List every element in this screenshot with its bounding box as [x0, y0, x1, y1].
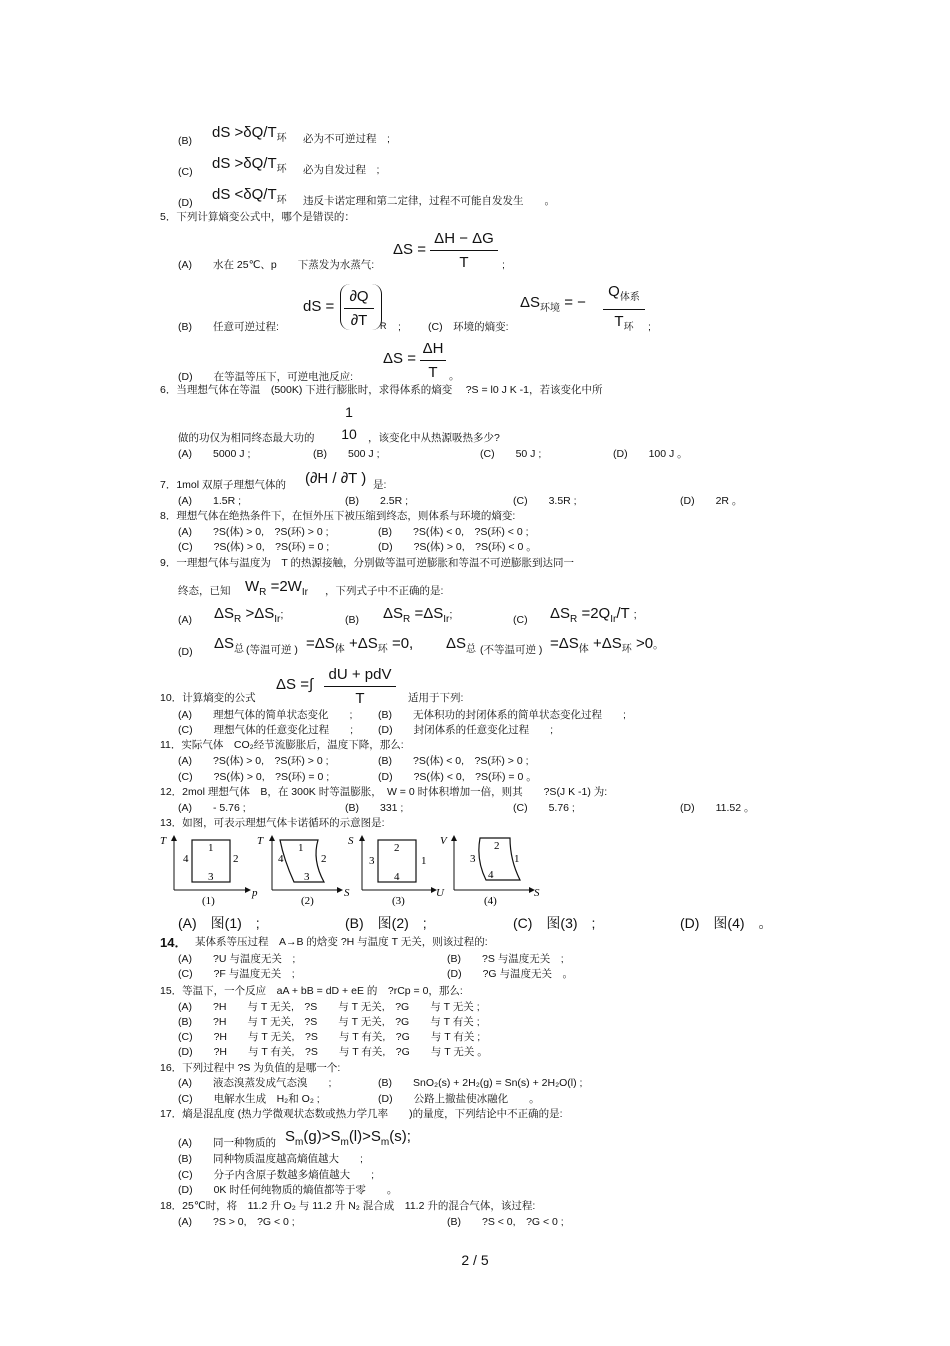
question-10: 10．计算熵变的公式 [160, 692, 256, 704]
option-a: (A) 水在 25℃、p 下蒸发为水蒸气: [178, 259, 375, 271]
svg-text:(4): (4) [484, 895, 497, 907]
option-b: (B) [345, 614, 359, 626]
question-9-cont2: ，下列式子中不正确的是: [325, 585, 444, 597]
formula: $\Delta S_R =2Q_{Ir}/T$ ; [550, 605, 637, 625]
svg-text:(2): (2) [301, 895, 314, 907]
svg-text:3: 3 [304, 871, 310, 883]
option-c: (C) ?F 与温度无关 ; [178, 968, 295, 980]
option-b: (B) 任意可逆过程: [178, 321, 279, 333]
option-text: 必为不可逆过程 ; [303, 133, 390, 145]
option-b: (B) ?H 与 T 无关, ?S 与 T 无关, ?G 与 T 有关 ; [178, 1016, 480, 1028]
option-a: (A) ?S > 0, ?G < 0 ; [178, 1216, 295, 1228]
option-a: (A) 5000 J ; [178, 448, 251, 460]
question-11: 11．实际气体 CO₂经节流膨胀后，温度下降，那么: [160, 739, 404, 751]
svg-text:3: 3 [470, 853, 476, 865]
option-b: (B) 无体积功的封闭体系的简单状态变化过程 ; [378, 709, 626, 721]
svg-text:3: 3 [369, 855, 375, 867]
svg-text:4: 4 [488, 869, 494, 881]
svg-text:1: 1 [421, 855, 427, 867]
option-b: (B) SnO₂(s) + 2H₂(g) = Sn(s) + 2H₂O(l) ; [378, 1077, 583, 1089]
svg-text:2: 2 [494, 840, 500, 852]
question-5: 5．下列计算熵变公式中，哪个是错误的： [160, 211, 355, 223]
question-12: 12．2mol 理想气体 B，在 300K 时等温膨胀， W = 0 时体积增加一倍，则其 ?S(J K -1) 为: [160, 786, 608, 798]
diagram-4 [440, 835, 540, 907]
svg-text:U: U [436, 887, 444, 899]
option-c: (C) ?S(体) > 0, ?S(环) = 0 ; [178, 541, 330, 553]
option-a: (A) 理想气体的简单状态变化 ; [178, 709, 353, 721]
option-c: (C) 理想气体的任意变化过程 ; [178, 724, 353, 736]
question-8: 8．理想气体在绝热条件下，在恒外压下被压缩到终态，则体系与环境的熵变: [160, 510, 516, 522]
svg-text:4: 4 [183, 853, 189, 865]
formula: $\Delta S_{环境}$ = − [520, 294, 586, 314]
option-c: (C) 电解水生成 H₂和 O₂ ; [178, 1093, 320, 1105]
option-b: (B) 331 ; [345, 802, 404, 814]
formula: $S_m(g)>S_m(l)>S_m(s)$; [285, 1128, 411, 1148]
option-label: (C) [178, 166, 193, 178]
formula: $=\Delta S_体 +\Delta S_环 =0$, [306, 635, 414, 655]
formula: $\Delta S_R =\Delta S_{Ir}$; [383, 605, 453, 625]
carnot-diagrams [158, 830, 558, 912]
x-axis-label: p [252, 887, 258, 899]
svg-text:2: 2 [394, 842, 400, 854]
question-7: 7．1mol 双原子理想气体的 [160, 479, 287, 491]
subscript: R [380, 321, 387, 331]
option-a: (A) 液态溴蒸发成气态溴 ; [178, 1077, 332, 1089]
option-d: (D) 100 J 。 [613, 448, 688, 460]
option-d: (D) 公路上撤盐使冰融化 。 [378, 1093, 540, 1105]
fraction: dU + pdV T [324, 666, 396, 707]
question-14: 某体系等压过程 A→B 的焓变 ?H 与温度 T 无关，则该过程的: [195, 936, 488, 948]
option-c: (C) 50 J ; [480, 448, 542, 460]
question-10-cont: 适用于下列: [408, 692, 464, 704]
question-16: 16．下列过程中 ?S 为负值的是哪一个: [160, 1062, 341, 1074]
option-b: (B) ?S < 0, ?G < 0 ; [447, 1216, 564, 1228]
svg-text:2: 2 [233, 853, 239, 865]
option-d: (D) ?G 与温度无关 。 [447, 968, 573, 980]
punctuation: ; [502, 259, 505, 271]
question-14-number: 14． [160, 935, 188, 950]
option-text: 必为自发过程 ; [303, 164, 380, 176]
question-6: 6．当理想气体在等温 (500K) 下进行膨胀时，求得体系的熵变 ?S = l0 J K -1，若该变化中所 [160, 384, 603, 396]
svg-text:(3): (3) [392, 895, 405, 907]
svg-text:4: 4 [278, 853, 284, 865]
svg-text:4: 4 [394, 871, 400, 883]
option-c: (C) 3.5R ; [513, 495, 577, 507]
option-a: (A) 同一种物质的 [178, 1137, 276, 1149]
question-15: 15．等温下，一个反应 aA + bB = dD + eE 的 ?rCp = 0，那么: [160, 985, 463, 997]
formula-label: ΔS =∫ [276, 676, 314, 693]
option-a: (A) ?S(体) > 0, ?S(环) > 0 ; [178, 755, 329, 767]
diagram-2 [257, 835, 350, 907]
option-d: (D) 0K 时任何纯物质的熵值都等于零 。 [178, 1184, 398, 1196]
formula: $=\Delta S_体 +\Delta S_环 >0$。 [550, 635, 665, 655]
svg-text:V: V [440, 835, 447, 847]
formula-label: dS = [303, 298, 335, 315]
question-18: 18．25℃时，将 11.2 升 O₂ 与 11.2 升 N₂ 混合成 11.2 升的混合气体，该过程: [160, 1200, 536, 1212]
formula: $\Delta S_总$ [214, 635, 245, 655]
question-17: 17．熵是混乱度 (热力学微观状态数或热力学几率 )的量度，下列结论中不正确的是: [160, 1108, 563, 1120]
paren-bracket [340, 284, 382, 330]
option-d: (D) 2R 。 [680, 495, 743, 507]
svg-text:3: 3 [208, 871, 214, 883]
question-9: 9．一理想气体与温度为 T 的热源接触，分别做等温可逆膨胀和等温不可逆膨胀到达同一 [160, 557, 574, 569]
option-b: (B) 500 J ; [313, 448, 380, 460]
question-6-cont2: ，该变化中从热源吸热多少? [368, 432, 500, 444]
option-a: (A) ?H 与 T 无关, ?S 与 T 无关, ?G 与 T 无关 ; [178, 1001, 480, 1013]
punctuation: 。 [449, 370, 460, 382]
svg-text:T: T [257, 835, 264, 847]
fraction: 1 10 [341, 404, 357, 442]
punctuation: ; [398, 321, 401, 333]
formula: $W_R =2W_{Ir}$ [245, 578, 308, 598]
formula: $\Delta S_R >\Delta S_{Ir}$; [214, 605, 284, 625]
fraction: ΔH T [420, 340, 446, 381]
formula-note: (不等温可逆 ) [480, 644, 543, 656]
option-b: (B) ?S(体) < 0, ?S(环) < 0 ; [378, 526, 529, 538]
option-c: (C) 5.76 ; [513, 802, 575, 814]
option-a: (A) 1.5R ; [178, 495, 242, 507]
option-c: (C) 分子内含原子数越多熵值越大 ; [178, 1169, 374, 1181]
option-a: (A) ?S(体) > 0, ?S(环) > 0 ; [178, 526, 329, 538]
option-c: (C) ?S(体) > 0, ?S(环) = 0 ; [178, 771, 330, 783]
option-label: (B) [178, 135, 192, 147]
option-d: (D) ?S(体) < 0, ?S(环) = 0 。 [378, 771, 537, 783]
diagram-1 [160, 835, 258, 907]
option-c: (C) 图(3) ; [513, 915, 596, 931]
diagram-label: (1) [202, 895, 215, 907]
option-a: (A) ?U 与温度无关 ; [178, 953, 296, 965]
svg-text:S: S [344, 887, 350, 899]
option-d: (D) ?H 与 T 有关, ?S 与 T 有关, ?G 与 T 无关 。 [178, 1046, 488, 1058]
option-a: (A) - 5.76 ; [178, 802, 246, 814]
formula: dS $<\delta Q/T_环$ [212, 186, 287, 206]
option-d: (D) 在等温等压下，可逆电池反应: [178, 371, 353, 383]
svg-text:1: 1 [514, 853, 520, 865]
question-6-cont: 做的功仅为相同终态最大功的 [178, 432, 315, 444]
svg-text:2: 2 [321, 853, 327, 865]
formula: dS $>\delta Q/T_环$ [212, 155, 287, 175]
option-c: (C) ?H 与 T 无关, ?S 与 T 有关, ?G 与 T 有关 ; [178, 1031, 481, 1043]
option-d: (D) 图(4) 。 [680, 915, 773, 931]
svg-text:S: S [348, 835, 354, 847]
option-b: (B) ?S 与温度无关 ; [447, 953, 564, 965]
option-c: (C) [513, 614, 528, 626]
diagram-3 [348, 835, 445, 907]
formula-label: ΔS = [393, 241, 426, 258]
option-d: (D) [178, 646, 193, 658]
fraction: $Q_{体系}$ $T_环$ [603, 283, 645, 336]
option-a: (A) 图(1) ; [178, 915, 260, 931]
option-b: (B) 2.5R ; [345, 495, 409, 507]
question-7-cont: 是: [373, 479, 387, 491]
option-b: (B) 同种物质温度越高熵值越大 ; [178, 1153, 363, 1165]
formula: $\Delta S_总$ [446, 635, 477, 655]
fraction: ∂Q ∂T [344, 288, 374, 329]
formula-label: ΔS = [383, 350, 416, 367]
formula-note: (等温可逆 ) [246, 644, 298, 656]
option-b: (B) ?S(体) < 0, ?S(环) > 0 ; [378, 755, 529, 767]
option-a: (A) [178, 614, 192, 626]
fraction: ΔH − ΔG T [430, 230, 498, 271]
y-axis-label: T [160, 835, 167, 847]
question-9-cont: 终态，已知 [178, 585, 231, 597]
punctuation: ; [648, 321, 651, 333]
svg-text:1: 1 [208, 842, 214, 854]
option-text: 违反卡诺定理和第二定律，过程不可能自发发生 。 [303, 195, 555, 207]
page-number: 2 / 5 [461, 1252, 489, 1268]
svg-text:S: S [534, 887, 540, 899]
formula: dS $>\delta Q/T_环$ [212, 124, 287, 144]
option-b: (B) 图(2) ; [345, 915, 427, 931]
question-13: 13．如图，可表示理想气体卡诺循环的示意图是: [160, 817, 385, 829]
option-label: (D) [178, 197, 193, 209]
svg-text:1: 1 [298, 842, 304, 854]
option-d: (D) ?S(体) > 0, ?S(环) < 0 。 [378, 541, 537, 553]
option-d: (D) 11.52 。 [680, 802, 755, 814]
formula: (∂H / ∂T ) [305, 470, 367, 487]
option-d: (D) 封闭体系的任意变化过程 ; [378, 724, 553, 736]
option-c: (C) 环境的熵变: [428, 321, 509, 333]
